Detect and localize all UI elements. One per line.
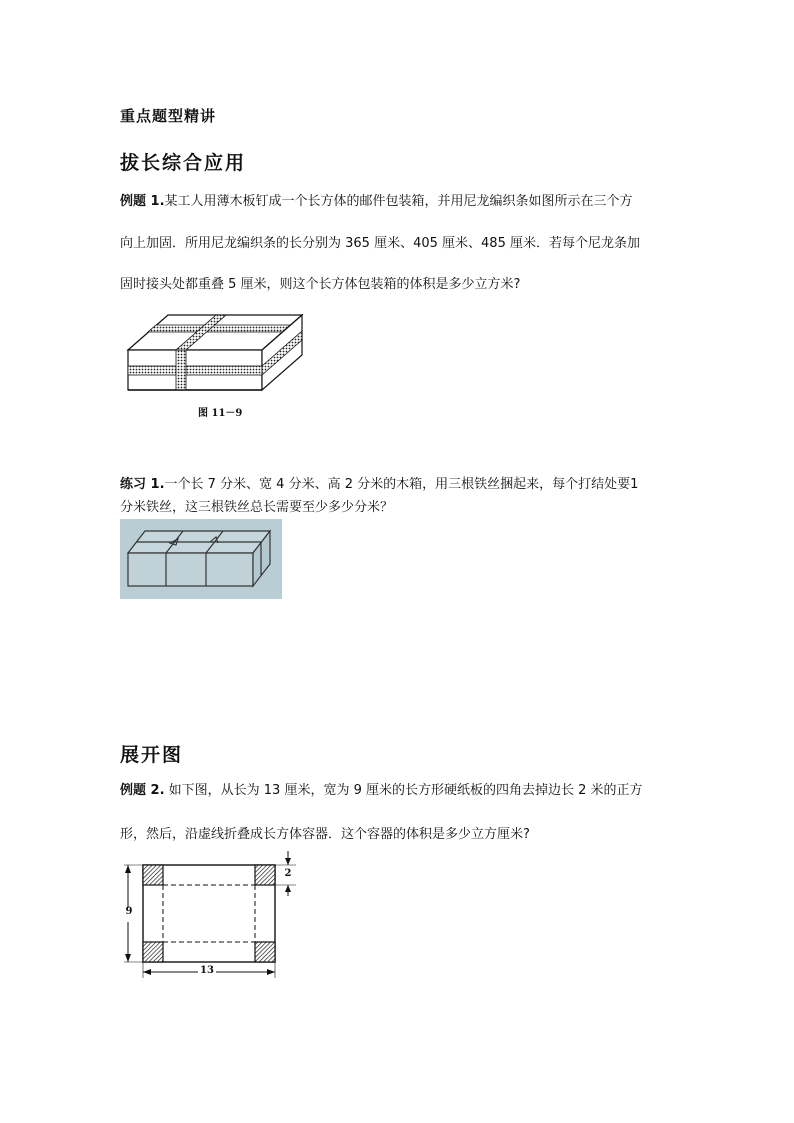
example1-line1 — [120, 193, 633, 211]
practice1-line2: 分米铁丝，这三根铁丝总长需要至少多少分米？ — [120, 500, 394, 515]
figure-caption: 图 11－9 — [198, 408, 243, 419]
example1-label: 例题 1. — [120, 194, 165, 209]
example1-text1: 某工人用薄木板钉成一个长方体的邮件包装箱，并用尼龙编织条如图所示在三个方 — [164, 194, 633, 209]
section-title: 重点题型精讲 — [120, 107, 217, 125]
example2-line1 — [120, 782, 643, 800]
heading-net: 展开图 — [120, 744, 184, 766]
heading-stretch-application: 拔长综合应用 — [120, 152, 247, 174]
dimension-height-label: 9 — [125, 906, 133, 917]
example1-line3: 固时接头处都重叠 5 厘米，则这个长方体包装箱的体积是多少立方米? — [120, 277, 521, 292]
dimension-corner-label: 2 — [284, 868, 292, 879]
practice1-text1: 一个长 7 分米、宽 4 分米、高 2 分米的木箱，用三根铁丝捆起来，每个打结处要1 — [164, 477, 639, 492]
example2-text1: 如下图，从长为 13 厘米，宽为 9 厘米的长方形硬纸板的四角去掉边长 2 米的正方 — [164, 783, 643, 798]
cardboard-net-diagram — [118, 848, 303, 983]
figure-wooden-box — [120, 519, 282, 599]
wooden-box-illustration — [120, 519, 282, 599]
example1-line2: 向上加固．所用尼龙编织条的长分别为 365 厘米、405 厘米、485 厘米．若每个尼龙条加 — [120, 236, 640, 251]
example2-line2: 形，然后，沿虚线折叠成长方体容器．这个容器的体积是多少立方厘米? — [120, 827, 530, 842]
figure-cardboard-net — [118, 848, 303, 983]
practice1-line1 — [120, 476, 638, 494]
figure-box-straps — [120, 305, 310, 425]
dimension-width-label: 13 — [200, 965, 214, 976]
practice1-label: 练习 1. — [120, 477, 165, 492]
example2-label: 例题 2. — [120, 783, 165, 798]
